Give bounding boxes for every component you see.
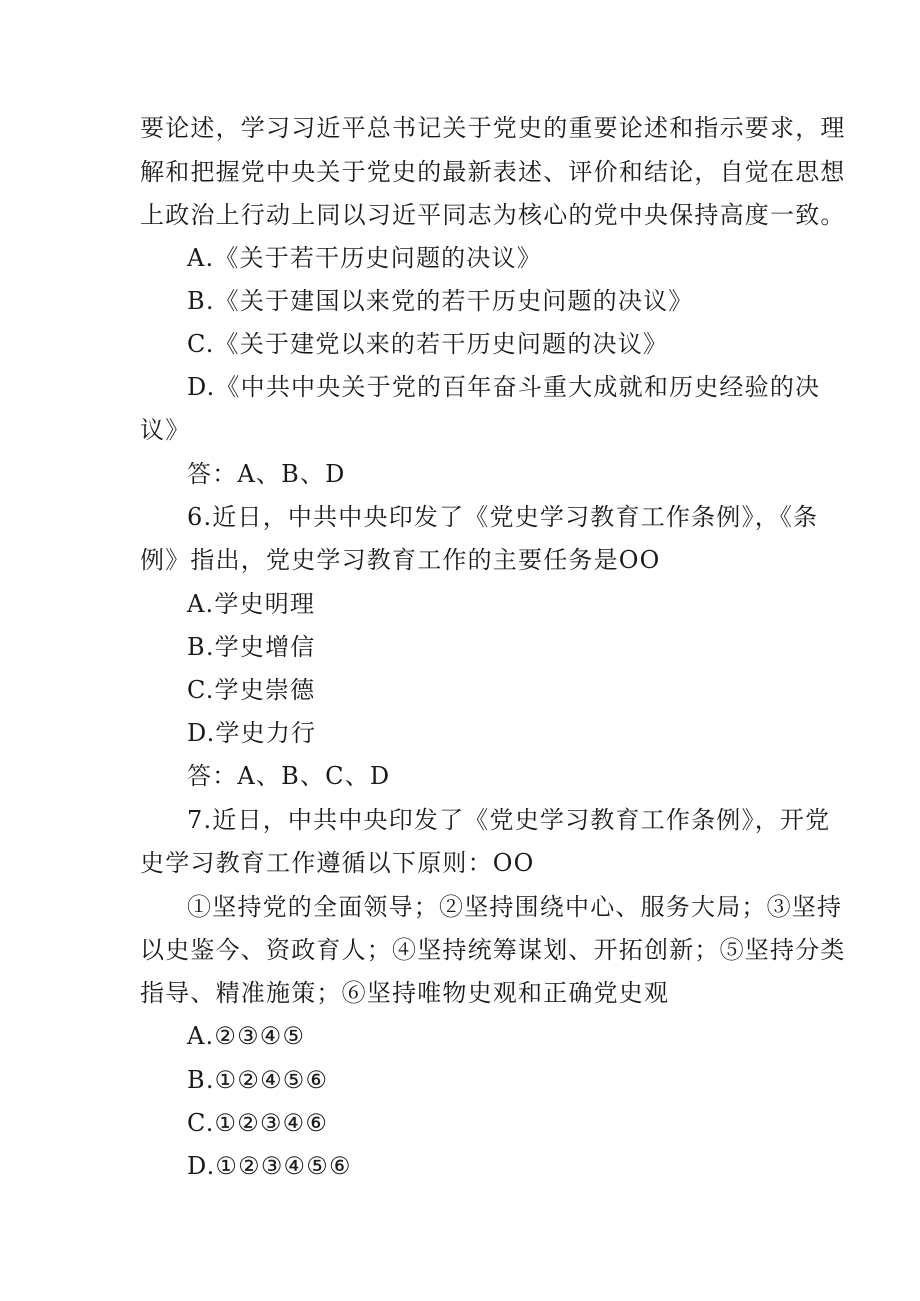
question-7: 7.近日，中共中央印发了《党史学习教育工作条例》，开党 [187,806,831,834]
question-7-continuation: 史学习教育工作遵循以下原则：OO [140,849,535,877]
option-c: C.学史崇德 [187,676,316,704]
question-6-continuation: 例》指出，党史学习教育工作的主要任务是OO [140,546,661,574]
principles-line: 指导、精准施策；⑥坚持唯物史观和正确党史观 [140,979,670,1007]
option-b: B.①②④⑤⑥ [187,1066,329,1094]
answer-line: 答：A、B、D [187,460,346,488]
question-6: 6.近日，中共中央印发了《党史学习教育工作条例》，《条 [187,503,819,531]
option-a: A.学史明理 [187,590,316,618]
principles-line: 以史鉴今、资政育人；④坚持统筹谋划、开拓创新；⑤坚持分类 [140,936,846,964]
paragraph-line: 上政治上行动上同以习近平同志为核心的党中央保持高度一致。 [140,201,846,229]
option-d-continuation: 议》 [140,416,191,444]
option-d: D.①②③④⑤⑥ [187,1152,352,1180]
principles-line: ①坚持党的全面领导；②坚持围绕中心、服务大局；③坚持 [187,893,843,921]
option-b: B.《关于建国以来党的若干历史问题的决议》 [187,287,694,315]
option-a: A.《关于若干历史问题的决议》 [187,244,542,272]
option-d: D.学史力行 [187,719,317,747]
option-d: D.《中共中央关于党的百年奋斗重大成就和历史经验的决 [187,373,821,401]
option-c: C.①②③④⑥ [187,1109,329,1137]
option-b: B.学史增信 [187,633,316,661]
answer-line: 答：A、B、C、D [187,762,391,790]
option-a: A.②③④⑤ [187,1022,306,1050]
option-c: C.《关于建党以来的若干历史问题的决议》 [187,330,669,358]
paragraph-line: 解和把握党中央关于党史的最新表述、评价和结论，自觉在思想 [140,158,846,186]
paragraph-line: 要论述，学习习近平总书记关于党史的重要论述和指示要求，理 [140,114,846,142]
